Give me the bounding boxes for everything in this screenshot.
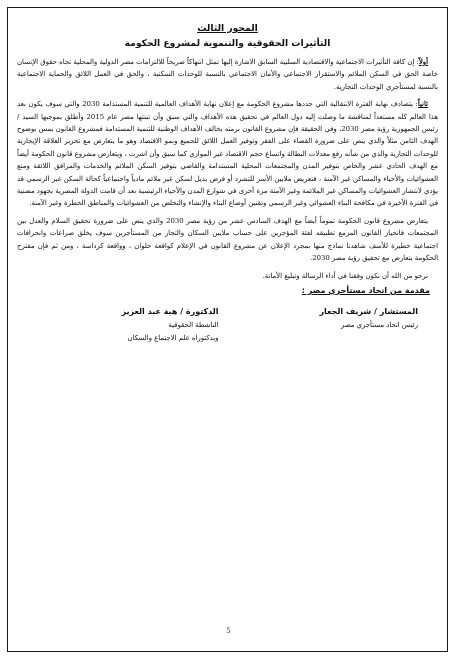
signatory-name: المستشار / شريف الجعار — [319, 306, 418, 316]
presented-by-heading: مقدمة من اتحاد مستأجري مصر : — [301, 285, 430, 295]
paragraph-first — [17, 56, 438, 93]
signatory-role: الناشطة الحقوقية — [168, 320, 219, 329]
signatory-name: الدكتورة / هبة عبد العزيز — [121, 306, 219, 316]
paragraph-lead: أولاً — [418, 58, 428, 66]
signatory-right — [223, 305, 433, 346]
page-number: 5 — [226, 627, 231, 635]
section-axis-label: المحور الثالث — [197, 23, 258, 34]
signature-block — [17, 305, 438, 346]
signatory-qualification: وبدكتوراه علم الاجتماع والسكان — [127, 334, 219, 343]
section-title: التأثيرات الحقوقية والتنموية لمشروع الحكومة — [124, 38, 331, 49]
paragraph-text: : إن كافة التأثيرات الاجتماعية والاقتصادية السلبية السابق الاشارة إليها تمثل انتهاكاً صريحاً للالتزامات مصر الدولية والمحلية تجاه حقوق الإنسان خاصة الحق في السكن الملائم والاستقرار الاجتماعي والأمان الاجتماعي بالنسبة للوحدات السكنية ، والحق في العمل اللائق والحماية الاجتماعية بالنسبة لمستأجري الوحدات التجارية. — [17, 58, 438, 91]
paragraph-third — [17, 215, 438, 265]
paragraph-text: : يتصادف نهاية الفترة الانتقالية التي حددها مشروع الحكومة مع إعلان نهاية الأهداف العالمية للتنمية المستدامة 2030 والتي سوف يكون بعد هذا العالم كله مستعداً لمناقشة ما وصلت إليه دول العالم في تحقيق هذه الأهداف والتي سبق وأن تبنتها مصر عام 2015 وأطلق بموجبها السيد / رئيس الجمهورية رؤية مصر 2030، وفي الحقيقة فإن مشروع القانون برمته يخالف الأهداف الوطنية للتنمية المستدامة فمشروع القانون يمس بوضوح الهدف الثامن مثلاً والذي ينص على ضرورة القضاء على الفقر وتوفير العمل اللائق للجميع ونمو الاقتصاد وهو ما يتعارض مع تحرير العلاقة الإيجارية للوحدات التجارية والذي من شأنه رفع معدلات البطالة واتساع حجم الاقتصاد غير الموازي كما سبق وأن اشرت ، ويتعارض مشروع قانون الحكومة أيضاً مع الهدف الحادي عشر والخاص بتوفير المدن والمجتمعات المحلية المستدامة والقاضي بتوفير السكن الملائم والخدمات والمرافق اللائقة ومنع العشوائيات والأحياء والمساكن غير الآمنة ، فتعريض ملايين الأسر للتشرد أو فرص بديل لسكن غير ملائم مادياً واجتماعياً كحالة السكن غير الرسمي قد يؤدي لانتشار العشوائيات والمساكن غير الملائمة وغير الآمنة مرة أخرى في شوارع المدن والأحياء الرئيسية بعد أن قامت الدولة المصرية بجهود مضنية في الفترة الأخيرة في مكافحة البناء العشوائي وغير الرسمي وتقنين أوضاع البناء والإنشاء والتخلص من العشوائيات والمناطق الخطرة وغير الآمنة. — [17, 100, 439, 208]
signatory-role: رئيس اتحاد مستأجري مصر — [340, 320, 418, 329]
paragraph-text: يتعارض مشروع قانون الحكومة تموماً أيضاً مع الهدف السادس عشر من رؤية مصر 2030 والذي ينص على ضرورة تحقيق السلام والعدل بين المجتمعات فانحياز القانون المزمع تطبيقه لفئة المؤجرين على حساب ملايين السكان والتجار من المستأجرين سوف يخلق صراعات وانحرافات اجتماعية خطيرة للأسف شاهدنا نماذج منها بمجرد الإعلان عن مشروع القانون في الإعلام كواقعة حلوان ، وواقعة كرداسة ، ومن ثم فإن مقترح الحكومة يتعارض مع تحقيق رؤية مصر 2030. — [17, 216, 438, 263]
paragraph-lead: ثانياً — [417, 100, 428, 109]
document-body — [17, 14, 438, 346]
paragraph-second — [17, 98, 438, 210]
signatory-left — [23, 305, 223, 346]
closing-sentence: نرجو من الله أن نكون وفقنا في أداء الرسالة وتبليغ الأمانة. — [262, 271, 428, 280]
